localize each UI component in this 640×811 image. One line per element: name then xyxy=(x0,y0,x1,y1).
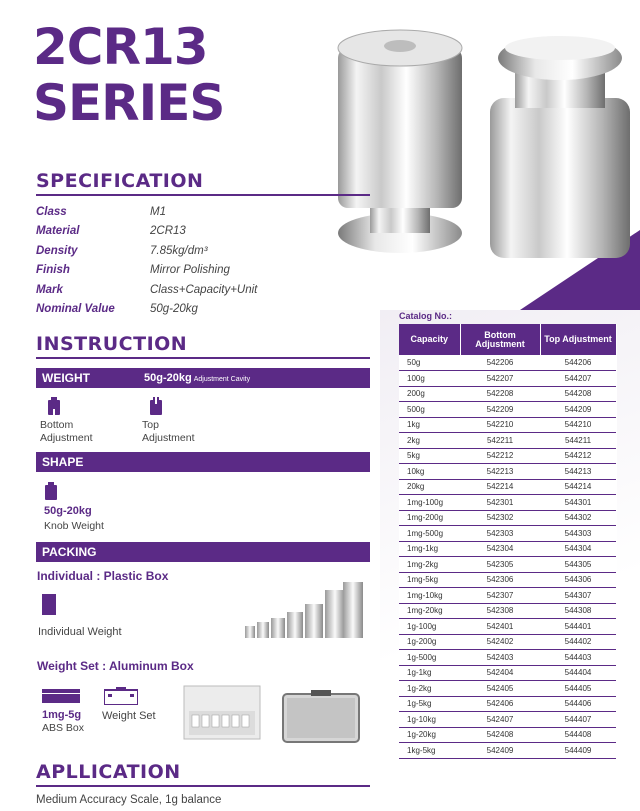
table-cell: 1mg-200g xyxy=(399,510,460,526)
table-row xyxy=(399,588,616,604)
table-cell: 544306 xyxy=(540,572,616,588)
individual-caption: Individual Weight xyxy=(38,626,122,638)
table-cell: 542211 xyxy=(460,433,540,449)
spec-key: Mark xyxy=(36,283,63,296)
table-cell: 542304 xyxy=(460,541,540,557)
table-cell: 542307 xyxy=(460,588,540,604)
table-row xyxy=(399,603,616,619)
table-cell: 1g-1kg xyxy=(399,665,460,681)
spec-row-finish xyxy=(36,261,366,281)
top-adjustment-caption: Top Adjustment xyxy=(142,419,195,444)
table-row xyxy=(399,464,616,480)
specification-list xyxy=(36,202,366,319)
abs-label: ABS Box xyxy=(42,722,85,734)
table-cell: 1g-500g xyxy=(399,650,460,666)
table-cell: 1g-5kg xyxy=(399,696,460,712)
table-cell: 544407 xyxy=(540,712,616,728)
table-cell: 542214 xyxy=(460,479,540,495)
spec-row-class xyxy=(36,202,366,222)
table-cell: 544212 xyxy=(540,448,616,464)
aluminum-box-image xyxy=(281,690,361,746)
table-row xyxy=(399,681,616,697)
instruction-divider xyxy=(36,357,370,359)
table-cell: 542207 xyxy=(460,371,540,387)
weight-bar-range: 50g-20kg Adjustment Cavity xyxy=(144,372,251,384)
shape-bar-label: SHAPE xyxy=(42,455,84,469)
application-heading: APLLICATION xyxy=(36,761,181,783)
column-header-bottom-adjustment: Bottom Adjustment xyxy=(460,324,540,355)
table-cell: 544302 xyxy=(540,510,616,526)
spec-row-mark xyxy=(36,280,366,300)
table-cell: 544301 xyxy=(540,495,616,511)
abs-range: 1mg-5g xyxy=(42,709,82,721)
top-adjustment-weight-icon xyxy=(149,397,163,415)
table-cell: 544214 xyxy=(540,479,616,495)
table-cell: 1g-20kg xyxy=(399,727,460,743)
table-cell: 1g-100g xyxy=(399,619,460,635)
spec-key: Density xyxy=(36,244,78,257)
table-cell: 1mg-10kg xyxy=(399,588,460,604)
table-row xyxy=(399,727,616,743)
table-row xyxy=(399,572,616,588)
spec-row-material xyxy=(36,222,366,242)
table-cell: 542404 xyxy=(460,665,540,681)
table-cell: 1kg-5kg xyxy=(399,743,460,759)
table-row xyxy=(399,743,616,759)
spec-value: 50g-20kg xyxy=(150,303,198,316)
table-cell: 542401 xyxy=(460,619,540,635)
table-cell: 1mg-1kg xyxy=(399,541,460,557)
table-header-row xyxy=(399,324,616,355)
table-cell: 1g-10kg xyxy=(399,712,460,728)
aluminum-case-icon xyxy=(104,687,138,705)
table-cell: 1mg-100g xyxy=(399,495,460,511)
spec-key: Material xyxy=(36,225,80,238)
shape-desc: Knob Weight xyxy=(44,520,104,532)
spec-value: M1 xyxy=(150,205,166,218)
individual-heading: Individual : Plastic Box xyxy=(37,569,169,583)
table-cell: 542206 xyxy=(460,355,540,371)
table-cell: 1mg-500g xyxy=(399,526,460,542)
table-cell: 544305 xyxy=(540,557,616,573)
table-cell: 542407 xyxy=(460,712,540,728)
table-cell: 542210 xyxy=(460,417,540,433)
table-cell: 544403 xyxy=(540,650,616,666)
table-cell: 544210 xyxy=(540,417,616,433)
table-cell: 544401 xyxy=(540,619,616,635)
table-cell: 544304 xyxy=(540,541,616,557)
table-cell: 542302 xyxy=(460,510,540,526)
spec-key: Nominal Value xyxy=(36,303,115,316)
table-row xyxy=(399,386,616,402)
table-cell: 542303 xyxy=(460,526,540,542)
abs-box-image xyxy=(183,685,261,740)
title-line2: SERIES xyxy=(33,74,225,132)
plastic-box-icon xyxy=(42,594,56,615)
weight-set-heading: Weight Set : Aluminum Box xyxy=(37,659,194,673)
spec-value: Class+Capacity+Unit xyxy=(150,283,258,296)
table-cell: 542409 xyxy=(460,743,540,759)
table-row xyxy=(399,634,616,650)
table-row xyxy=(399,510,616,526)
table-cell: 200g xyxy=(399,386,460,402)
table-row xyxy=(399,495,616,511)
weight-bar-note: Adjustment Cavity xyxy=(193,376,251,383)
spec-value: 2CR13 xyxy=(150,225,186,238)
table-cell: 542308 xyxy=(460,603,540,619)
table-cell: 544404 xyxy=(540,665,616,681)
weight-bar-label: WEIGHT xyxy=(42,371,90,385)
table-cell: 542405 xyxy=(460,681,540,697)
table-row xyxy=(399,665,616,681)
shape-range: 50g-20kg xyxy=(44,505,92,517)
application-divider xyxy=(36,785,370,787)
table-row xyxy=(399,448,616,464)
weight-bar xyxy=(36,368,370,388)
table-cell: 542301 xyxy=(460,495,540,511)
table-cell: 2kg xyxy=(399,433,460,449)
table-row xyxy=(399,712,616,728)
table-row xyxy=(399,696,616,712)
table-cell: 542208 xyxy=(460,386,540,402)
table-cell: 542402 xyxy=(460,634,540,650)
table-cell: 544307 xyxy=(540,588,616,604)
column-header-capacity: Capacity xyxy=(399,324,460,355)
table-row xyxy=(399,619,616,635)
title-line1: 2CR13 xyxy=(33,18,208,76)
table-cell: 542403 xyxy=(460,650,540,666)
spec-key: Class xyxy=(36,205,67,218)
specification-divider xyxy=(36,194,370,196)
column-header-top-adjustment: Top Adjustment xyxy=(540,324,616,355)
bottom-adjustment-caption: Bottom Adjustment xyxy=(40,419,93,444)
table-cell: 1kg xyxy=(399,417,460,433)
weight-set-label: Weight Set xyxy=(102,710,156,722)
table-row xyxy=(399,433,616,449)
table-row xyxy=(399,479,616,495)
spec-key: Finish xyxy=(36,264,70,277)
table-cell: 1g-200g xyxy=(399,634,460,650)
application-text: Medium Accuracy Scale, 1g balance xyxy=(36,794,222,806)
spec-value: Mirror Polishing xyxy=(150,264,230,277)
table-cell: 542306 xyxy=(460,572,540,588)
table-cell: 544402 xyxy=(540,634,616,650)
packing-bar xyxy=(36,542,370,562)
abs-box-icon xyxy=(42,689,80,703)
table-cell: 100g xyxy=(399,371,460,387)
catalog-label: Catalog No.: xyxy=(399,311,452,321)
specification-heading: SPECIFICATION xyxy=(36,170,204,192)
table-cell: 544209 xyxy=(540,402,616,418)
knob-weight-icon xyxy=(44,482,58,500)
spec-value: 7.85kg/dm³ xyxy=(150,244,208,257)
table-cell: 544211 xyxy=(540,433,616,449)
table-cell: 542406 xyxy=(460,696,540,712)
individual-weights-image xyxy=(243,578,365,640)
packing-bar-label: PACKING xyxy=(42,545,97,559)
bottom-adjustment-weight-icon xyxy=(47,397,61,415)
table-cell: 542209 xyxy=(460,402,540,418)
table-cell: 544409 xyxy=(540,743,616,759)
table-cell: 1mg-5kg xyxy=(399,572,460,588)
table-cell: 544213 xyxy=(540,464,616,480)
table-row xyxy=(399,650,616,666)
product-image xyxy=(330,18,640,273)
spec-row-density xyxy=(36,241,366,261)
instruction-heading: INSTRUCTION xyxy=(36,333,188,355)
table-cell: 544408 xyxy=(540,727,616,743)
table-cell: 544303 xyxy=(540,526,616,542)
table-cell: 542408 xyxy=(460,727,540,743)
table-cell: 544405 xyxy=(540,681,616,697)
table-cell: 10kg xyxy=(399,464,460,480)
table-cell: 20kg xyxy=(399,479,460,495)
catalog-table-body xyxy=(399,355,616,758)
table-row xyxy=(399,371,616,387)
table-cell: 5kg xyxy=(399,448,460,464)
table-row xyxy=(399,541,616,557)
table-cell: 544207 xyxy=(540,371,616,387)
page-title xyxy=(33,18,225,134)
table-cell: 544206 xyxy=(540,355,616,371)
catalog-table xyxy=(399,324,617,759)
table-row xyxy=(399,526,616,542)
table-cell: 1mg-2kg xyxy=(399,557,460,573)
table-row xyxy=(399,417,616,433)
shape-bar xyxy=(36,452,370,472)
table-cell: 544308 xyxy=(540,603,616,619)
table-cell: 544406 xyxy=(540,696,616,712)
table-row xyxy=(399,557,616,573)
table-cell: 542212 xyxy=(460,448,540,464)
spec-row-nominal-value xyxy=(36,300,366,320)
table-cell: 1mg-20kg xyxy=(399,603,460,619)
table-cell: 542305 xyxy=(460,557,540,573)
table-cell: 500g xyxy=(399,402,460,418)
table-cell: 50g xyxy=(399,355,460,371)
table-row xyxy=(399,402,616,418)
table-cell: 542213 xyxy=(460,464,540,480)
table-cell: 1g-2kg xyxy=(399,681,460,697)
table-cell: 544208 xyxy=(540,386,616,402)
table-row xyxy=(399,355,616,371)
